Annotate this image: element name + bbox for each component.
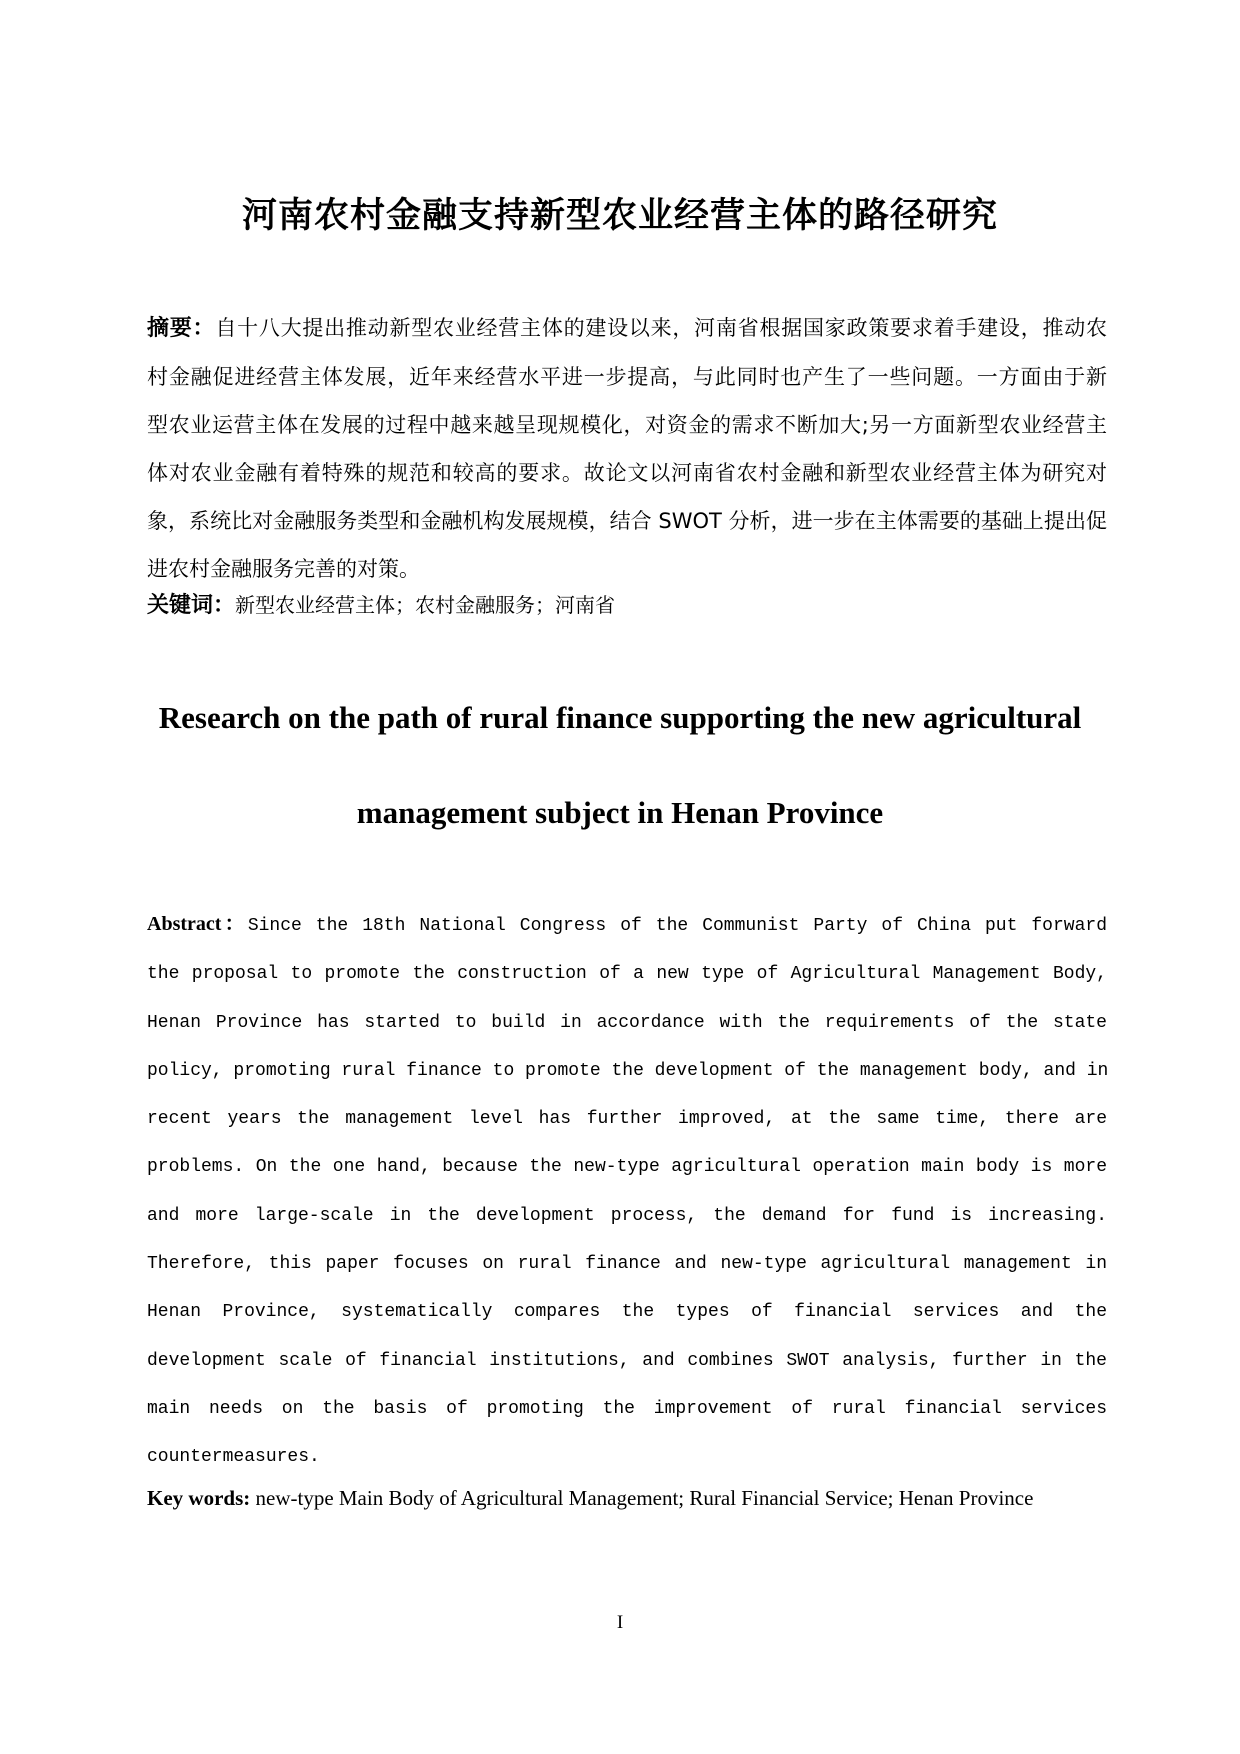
page-number: I [616,1612,624,1633]
abstract-line: the proposal to promote the construction of a new type of Agricultural Management Body, [147,964,1107,985]
abstract-label: 摘要： [147,316,216,341]
abstract-line: 体对农业金融有着特殊的规范和较高的要求。故论文以河南省农村金融和新型农业经营主体为研究对 [147,461,1107,485]
keywords-label: 关键词： [147,593,236,618]
abstract-line: 象，系统比对金融服务类型和金融机构发展规模，结合 SWOT 分析，进一步在主体需要的基础上提出促 [147,509,1107,533]
abstract-line: main needs on the basis of promoting the improvement of rural financial services [147,1398,1107,1419]
abstract-line: policy, promoting rural finance to promote the development of the management body, and in [147,1060,1109,1081]
abstract-label: Abstract： [147,913,248,935]
abstract-line: 进农村金融服务完善的对策。 [147,557,420,581]
abstract-line [147,900,1107,950]
english-title-line1: Research on the path of rural finance supporting the new agricultural [158,700,1082,735]
abstract-line: Henan Province, systematically compares the types of financial services and the [147,1302,1107,1323]
abstract-text: Since the 18th National Congress of the Communist Party of China put forward [247,916,1107,936]
chinese-title: 河南农村金融支持新型农业经营主体的路径研究 [241,196,998,236]
english-abstract [147,900,1107,1482]
abstract-line: development scale of financial institutions, and combines SWOT analysis, further in the [147,1350,1107,1371]
abstract-line [147,304,1107,353]
abstract-line: and more large-scale in the development process, the demand for fund is increasing. [147,1205,1107,1226]
abstract-line: Henan Province has started to build in accordance with the requirements of the state [147,1012,1107,1033]
abstract-line: countermeasures. [147,1447,320,1468]
english-title-line2: management subject in Henan Province [356,795,884,830]
keywords-label: Key words: [147,1486,251,1510]
abstract-line: 村金融促进经营主体发展，近年来经营水平进一步提高，与此同时也产生了一些问题。一方面由于新 [147,365,1107,389]
abstract-line: problems. On the one hand, because the new-type agricultural operation main body is more [147,1157,1107,1178]
keywords-text: 新型农业经营主体；农村金融服务；河南省 [235,593,616,617]
abstract-text: 自十八大提出推动新型农业经营主体的建设以来，河南省根据国家政策要求着手建设，推动农 [215,316,1107,340]
keywords-text: new-type Main Body of Agricultural Management; Rural Financial Service; Henan Province [250,1486,1034,1510]
abstract-line: 型农业运营主体在发展的过程中越来越呈现规模化，对资金的需求不断加大;另一方面新型农业经营主 [147,413,1107,437]
abstract-line: recent years the management level has further improved, at the same time, there are [147,1109,1107,1130]
abstract-line: Therefore, this paper focuses on rural finance and new-type agricultural management in [147,1254,1107,1275]
english-keywords [147,1486,1033,1511]
chinese-keywords [147,588,615,619]
chinese-abstract [147,304,1107,593]
